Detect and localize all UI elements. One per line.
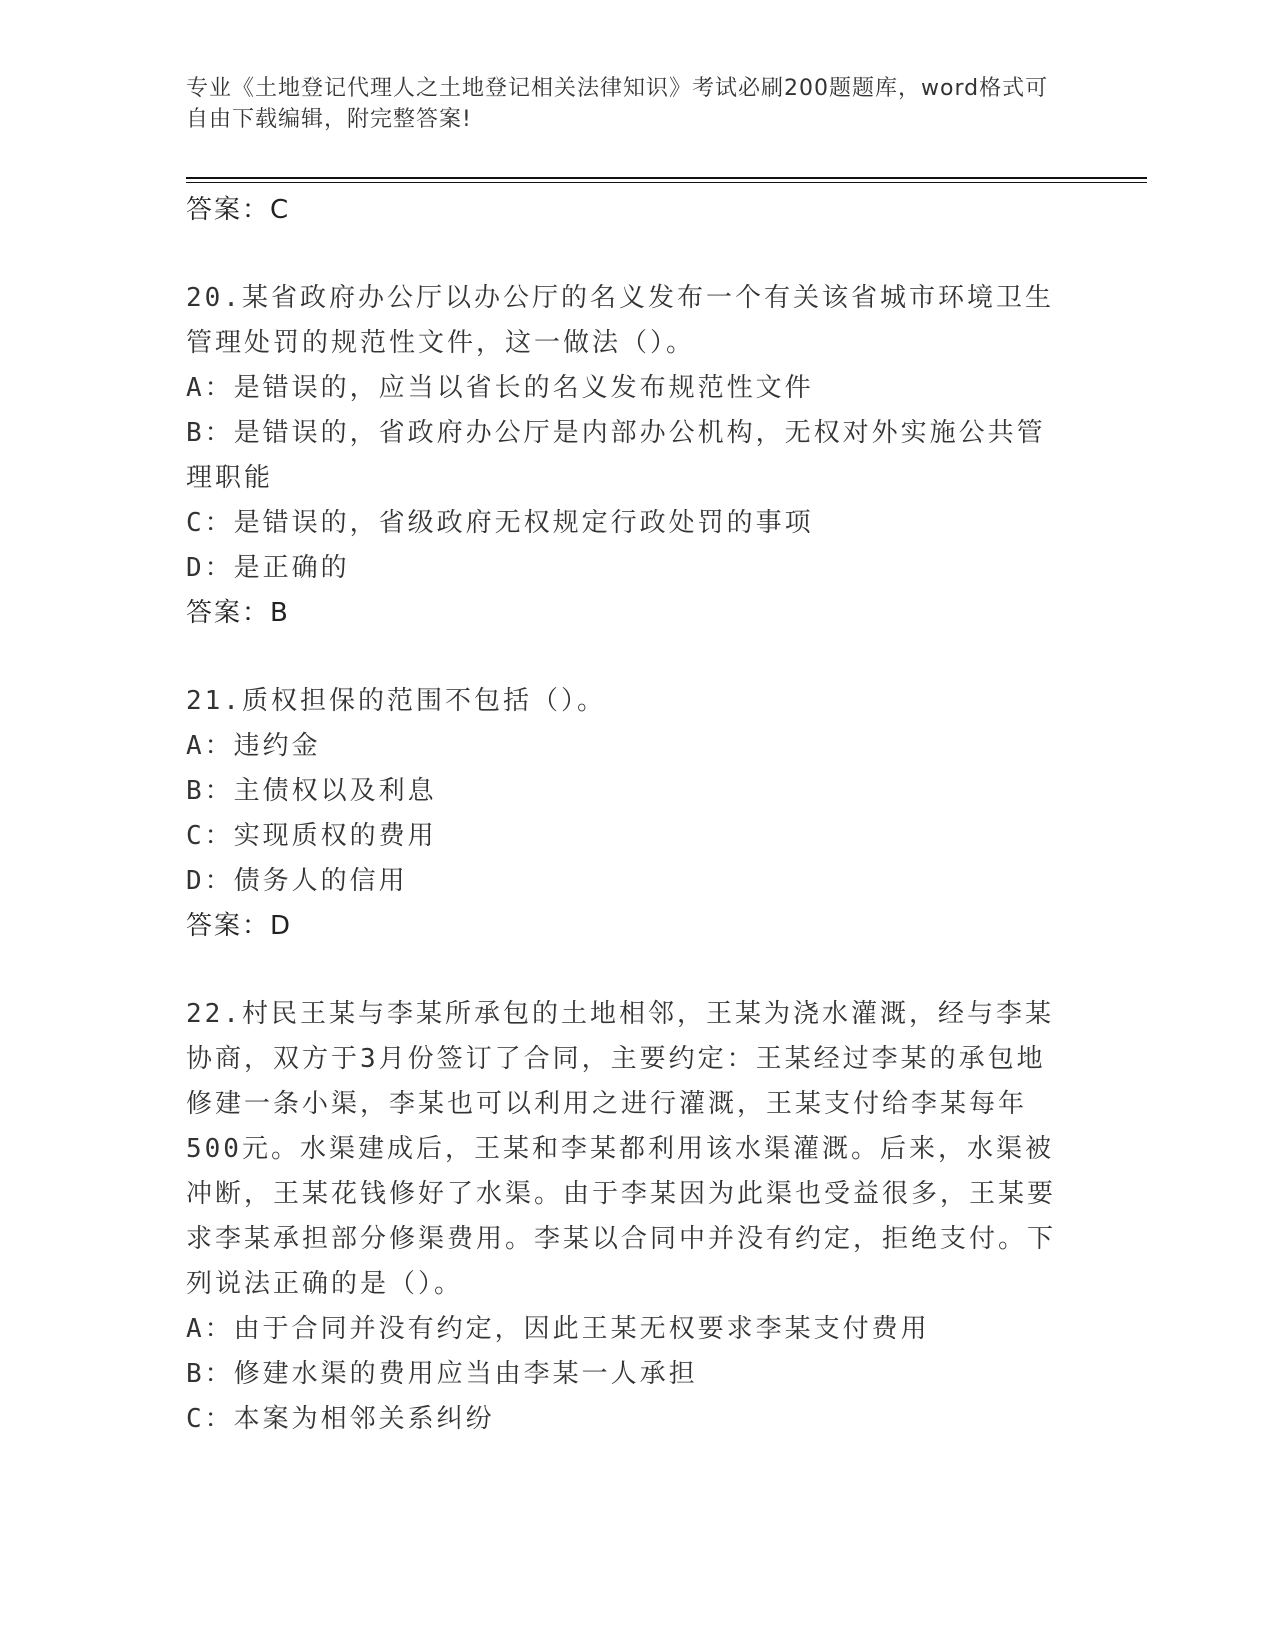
option-c: C：是错误的，省级政府无权规定行政处罚的事项	[186, 508, 814, 538]
option-b: B：修建水渠的费用应当由李某一人承担	[186, 1359, 698, 1389]
option-c: C：实现质权的费用	[186, 821, 437, 851]
question-text: 21.质权担保的范围不包括（）。	[186, 686, 606, 716]
question-22	[186, 992, 1066, 1442]
question-21	[186, 679, 1066, 949]
answer-line: 答案：D	[186, 911, 293, 941]
answer-line: 答案：C	[186, 195, 291, 225]
question-text: 22.村民王某与李某所承包的土地相邻，王某为浇水灌溉，经与李某协商，双方于3月份签订了合同，主要约定：王某经过李某的承包地修建一条小渠，李某也可以利用之进行灌溉，王某支付给李某每年500元。水渠建成后，王某和李某都利用该水渠灌溉。后来，水渠被冲断，王某花钱修好了水渠。由于李某因为此渠也受益很多，王某要求李某承担部分修渠费用。李某以合同中并没有约定，拒绝支付。下列说法正确的是（）。	[186, 999, 1057, 1299]
option-b: B：主债权以及利息	[186, 776, 437, 806]
header-divider-thick	[186, 177, 1147, 179]
question-text: 20.某省政府办公厅以办公厅的名义发布一个有关该省城市环境卫生管理处罚的规范性文件，这一做法（）。	[186, 283, 1054, 358]
option-d: D：债务人的信用	[186, 866, 408, 896]
header-divider-thin	[186, 182, 1147, 183]
page-header: 专业《土地登记代理人之土地登记相关法律知识》考试必刷200题题库，word格式可自由下载编辑，附完整答案!	[186, 76, 1049, 132]
question-20	[186, 276, 1066, 636]
option-d: D：是正确的	[186, 553, 350, 583]
option-b: B：是错误的，省政府办公厅是内部办公机构，无权对外实施公共管理职能	[186, 418, 1046, 493]
option-a: A：违约金	[186, 731, 321, 761]
option-a: A：由于合同并没有约定，因此王某无权要求李某支付费用	[186, 1314, 930, 1344]
option-a: A：是错误的，应当以省长的名义发布规范性文件	[186, 373, 814, 403]
document-body	[186, 188, 1066, 1442]
option-c: C：本案为相邻关系纠纷	[186, 1404, 495, 1434]
answer-line: 答案：B	[186, 598, 290, 628]
